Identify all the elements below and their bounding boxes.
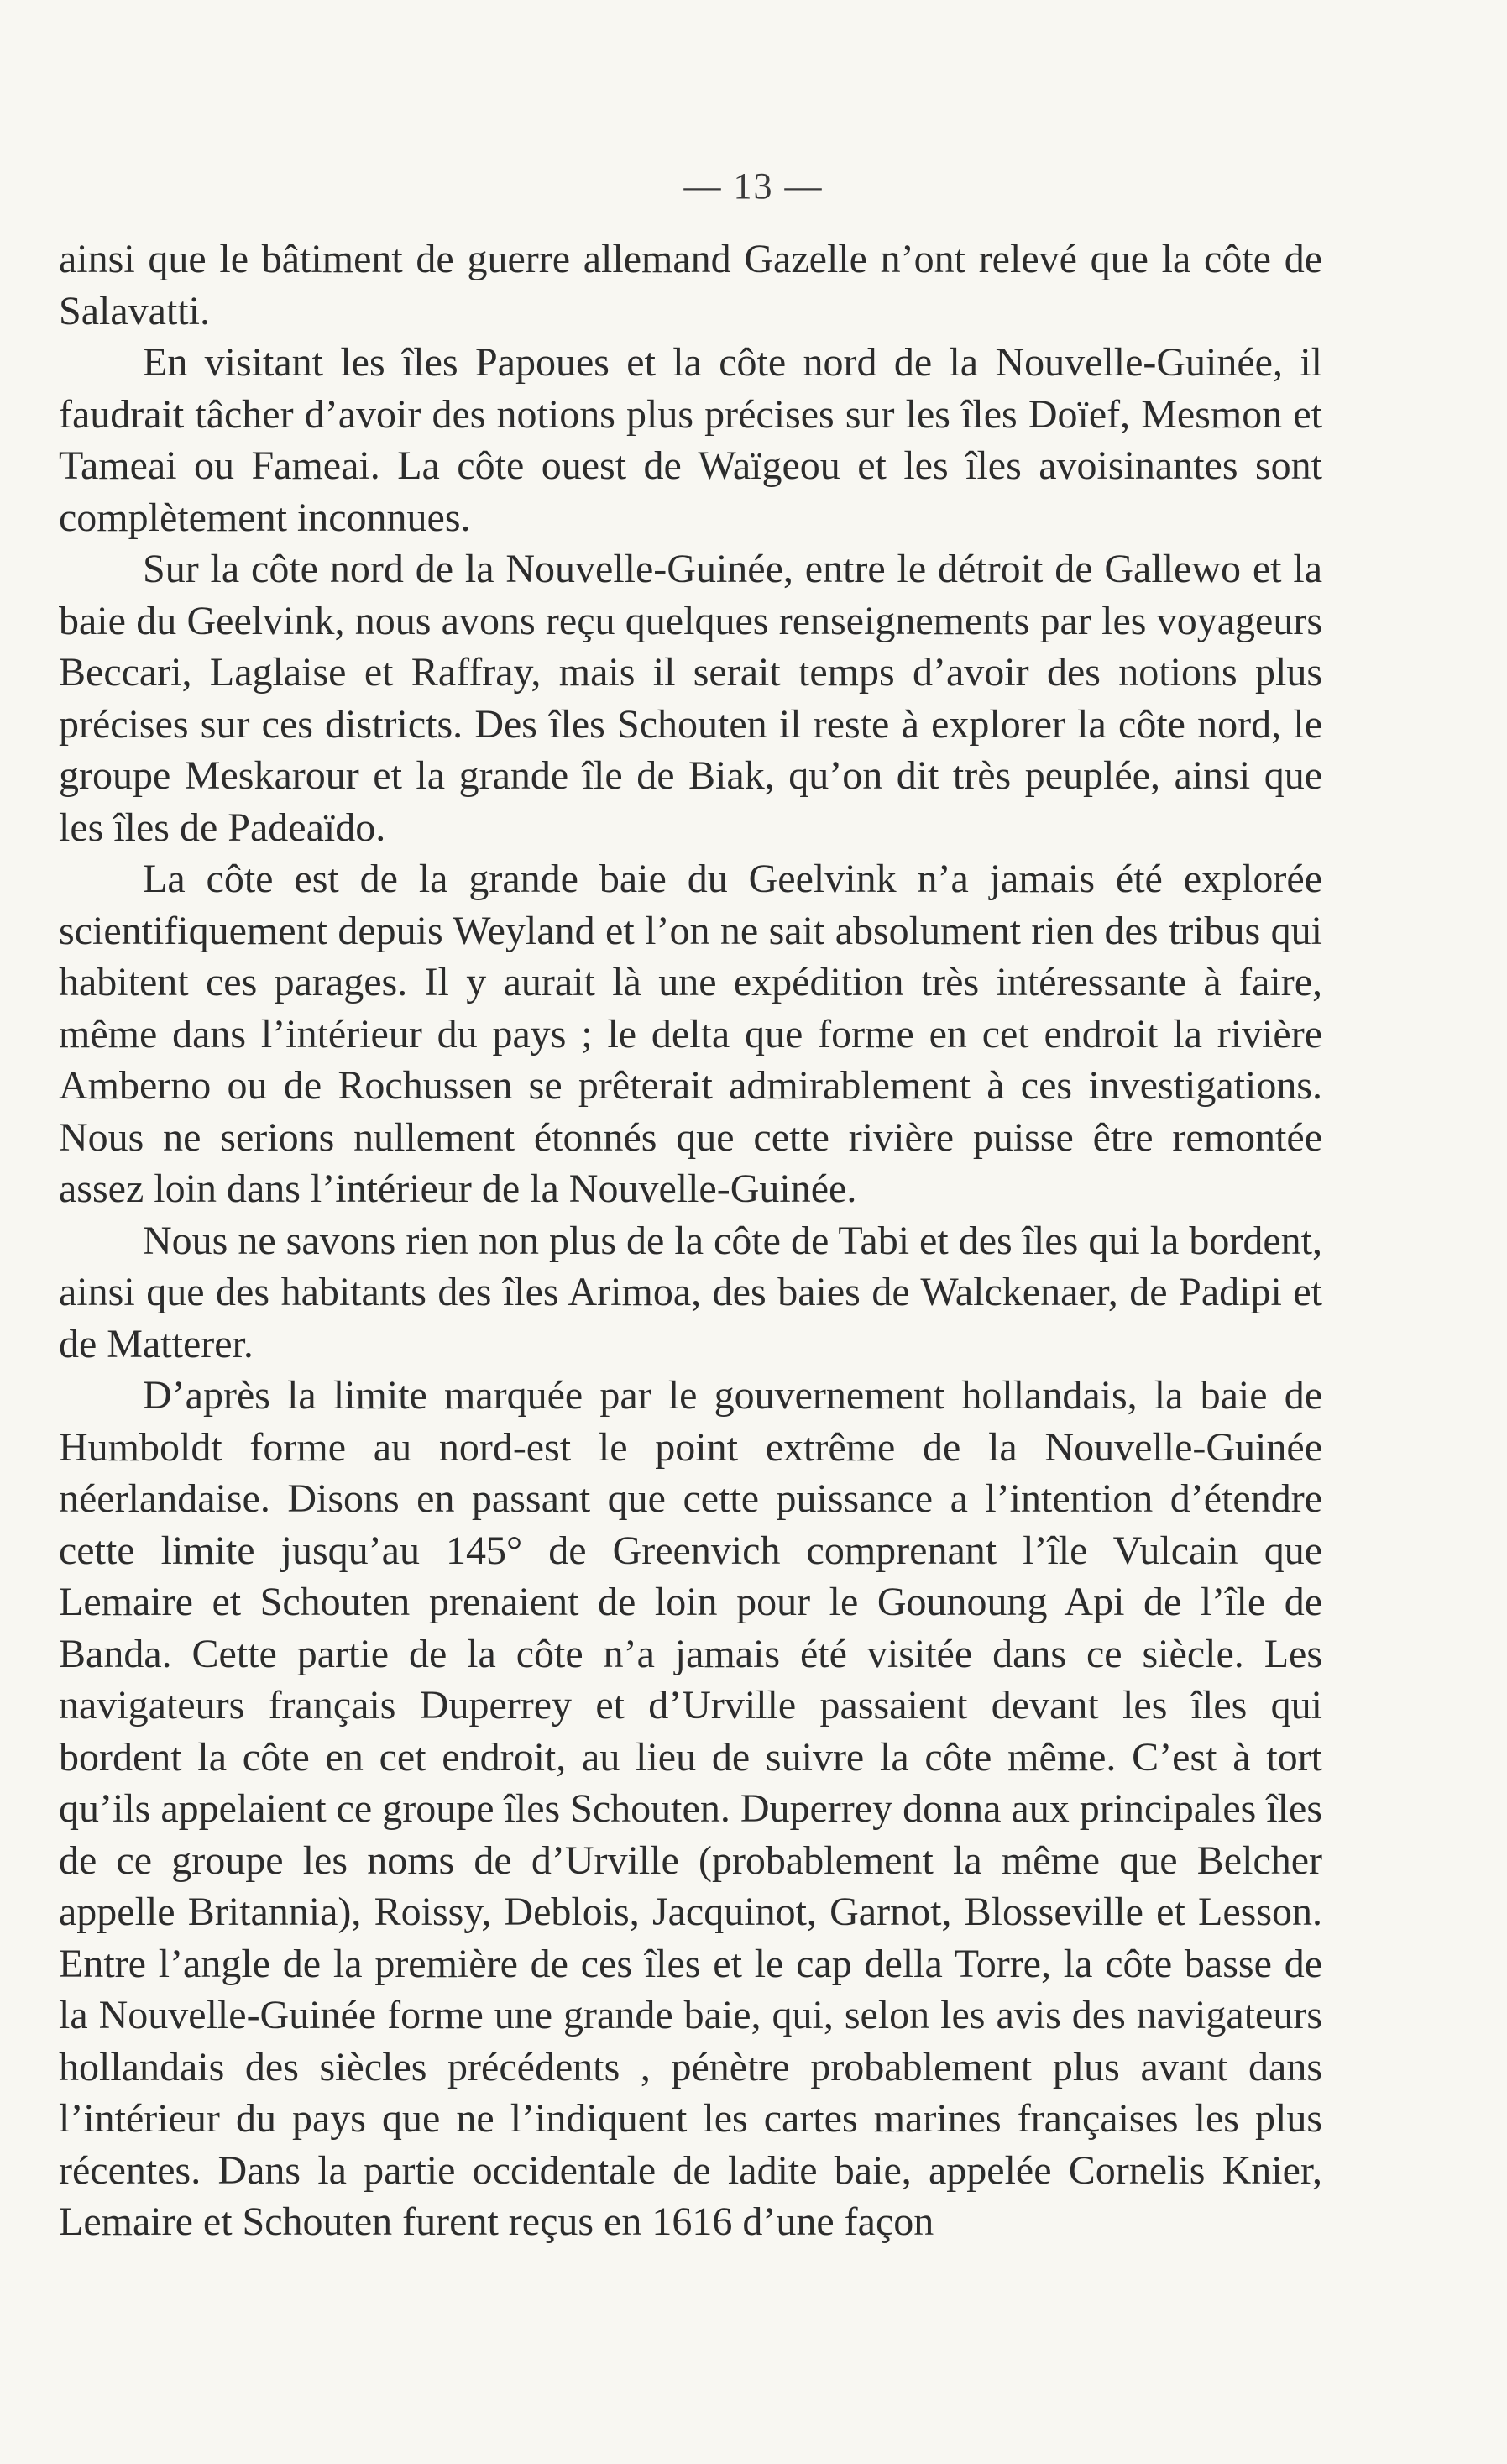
paragraph-1: ainsi que le bâtiment de guerre allemand Gazelle n’ont relevé que la côte de Salavatti. (59, 237, 1322, 333)
paragraph-5: Nous ne savons rien non plus de la côte de Tabi et des îles qui la bordent, ainsi que des habitants des îles Arimoa, des baies de Walckenaer, de Padipi et de Matterer. (59, 1218, 1322, 1366)
paragraph-6: D’après la limite marquée par le gouvernement hollandais, la baie de Humboldt forme au nord-est le point extrême de la Nouvelle-Guinée néerlandaise. Disons en passant que cette puissance a l’intention d’étendre cette limite jusqu’au 145° de Greenvich comprenant l’île Vulcain que Lemaire et Schouten prenaient de loin pour le Gounoung Api de l’île de Banda. Cette partie de la côte n’a jamais été visitée dans ce siècle. Les navigateurs français Duperrey et d’Urville passaient devant les îles qui bordent la côte en cet endroit, au lieu de suivre la côte même. C’est à tort qu’ils appelaient ce groupe îles Schouten. Duperrey donna aux principales îles de ce groupe les noms de d’Urville (probablement la même que Belcher appelle Britannia), Roissy, Deblois, Jacquinot, Garnot, Blosseville et Lesson. Entre l’angle de la première de ces îles et le cap della Torre, la côte basse de la Nouvelle-Guinée forme une grande baie, qui, selon les avis des navigateurs hollandais des siècles précédents , pénètre probablement plus avant dans l’intérieur du pays que ne l’indiquent les cartes marines françaises les plus récentes. Dans la partie occidentale de ladite baie, appelée Cornelis Knier, Lemaire et Schouten furent reçus en 1616 d’une façon (59, 1373, 1322, 2244)
page-number: — 13 — (683, 165, 824, 207)
paragraph-3: Sur la côte nord de la Nouvelle-Guinée, entre le détroit de Gallewo et la baie du Geelvink, nous avons reçu quelques renseignements par les voyageurs Beccari, Laglaise et Raffray, mais il serait temps d’avoir des notions plus précises sur ces districts. Des îles Schouten il reste à explorer la côte nord, le groupe Meskarour et la grande île de Biak, qu’on dit très peuplée, ainsi que les îles de Padeaïdo. (59, 547, 1322, 850)
paragraph-4: La côte est de la grande baie du Geelvink n’a jamais été explorée scientifiquement depuis Weyland et l’on ne sait absolument rien des tribus qui habitent ces parages. Il y aurait là une expédition très intéressante à faire, même dans l’intérieur du pays ; le delta que forme en cet endroit la rivière Amberno ou de Rochussen se prêterait admirablement à ces investigations. Nous ne serions nullement étonnés que cette rivière puisse être remontée assez loin dans l’intérieur de la Nouvelle-Guinée. (59, 857, 1322, 1211)
body-text (59, 233, 1322, 2248)
paragraph-2: En visitant les îles Papoues et la côte nord de la Nouvelle-Guinée, il faudrait tâcher d’avoir des notions plus précises sur les îles Doïef, Mesmon et Tameai ou Fameai. La côte ouest de Waïgeou et les îles avoisinantes sont complètement inconnues. (59, 340, 1322, 540)
